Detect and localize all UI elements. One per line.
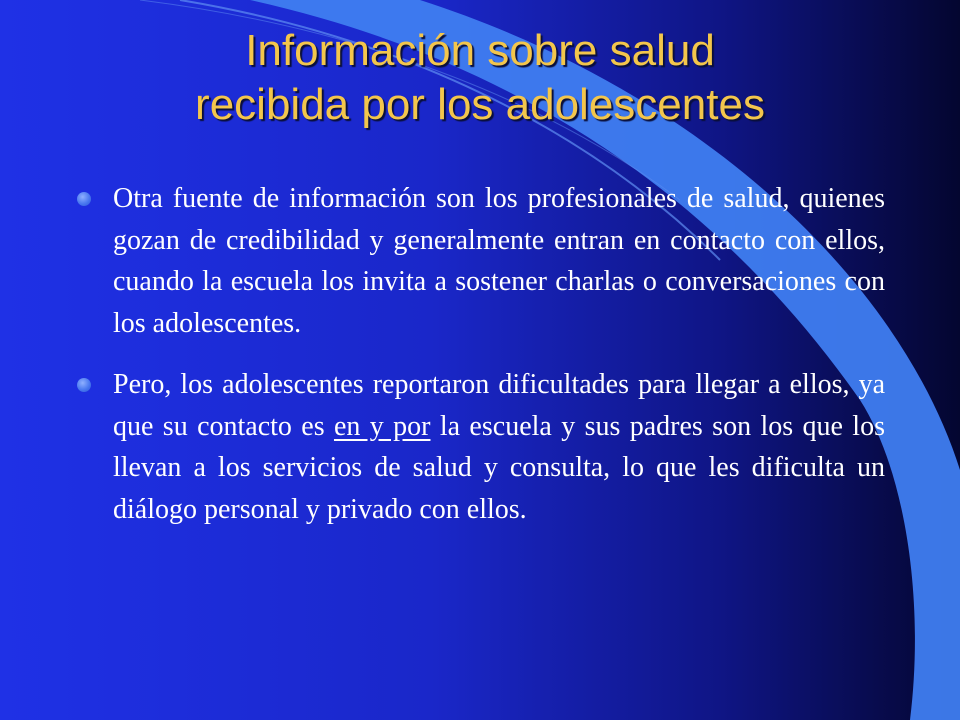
slide-title-line-2: recibida por los adolescentes [195, 80, 765, 129]
bullet-text-1: Otra fuente de información son los profesionales de salud, quienes gozan de credibilidad y generalmente entran en contacto con ellos, cuando la escuela los invita a sostener charlas o conversaciones con los adolescentes. [113, 183, 885, 339]
round-bullet-icon [77, 192, 91, 206]
bullet-item-2 [70, 364, 885, 530]
bullet-item-1 [70, 178, 885, 344]
slide-title [40, 24, 920, 132]
bullet-text-2-after: la escuela y sus padres son los que los llevan a los servicios de salud y consulta, lo que les dificulta un diálogo personal y privado con ellos. [113, 410, 885, 525]
round-bullet-icon [77, 378, 91, 392]
bullet-text-2-before: Pero, los adolescentes reportaron dificultades para llegar a ellos, ya que su contacto es [113, 369, 885, 442]
bullet-text-2-underlined: en y por [333, 410, 431, 442]
slide-title-line-1: Información sobre salud [245, 26, 715, 75]
bullet-list [70, 178, 885, 550]
